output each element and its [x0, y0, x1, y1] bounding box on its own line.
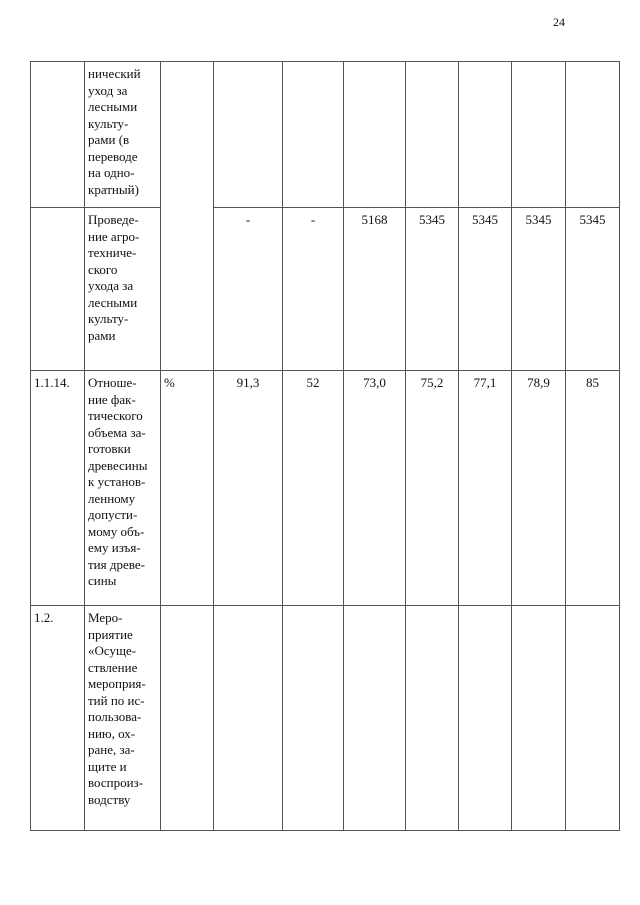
- row-code-cell: 1.2.: [31, 606, 85, 831]
- row-name-line: Меро-: [88, 610, 123, 625]
- row-name-line: рами: [88, 327, 116, 343]
- row-name-line: сины: [88, 573, 117, 588]
- row-name-line: объема за-: [88, 424, 146, 440]
- row-name-line: переводе: [88, 148, 138, 164]
- row-name-line: кратный): [88, 181, 139, 197]
- row-code-cell: 1.1.14.: [31, 371, 85, 606]
- row-value-cell: 5345: [459, 208, 512, 371]
- row-name-line: воспроиз-: [88, 775, 144, 790]
- row-name-line: щите и: [88, 758, 127, 774]
- row-value-cell: 5345: [406, 208, 459, 371]
- row-name-cell: [85, 62, 161, 208]
- row-name-line: приятие: [88, 626, 133, 642]
- row-unit-cell: [161, 62, 214, 371]
- row-value-cell: 5345: [512, 208, 566, 371]
- row-value-cell: 52: [283, 371, 344, 606]
- row-name-line: мому объ-: [88, 523, 145, 539]
- row-name-line: культу-: [88, 311, 129, 326]
- row-name-line: Отноше-: [88, 375, 137, 390]
- row-value-cell: [512, 606, 566, 831]
- table-row: [31, 606, 620, 831]
- row-unit-cell: %: [161, 371, 214, 606]
- row-value-cell: [214, 606, 283, 831]
- row-unit-cell: [161, 606, 214, 831]
- row-name-line: лесными: [88, 294, 138, 310]
- row-name-line: допусти-: [88, 507, 138, 522]
- row-value-cell: [344, 606, 406, 831]
- row-name-line: тия древе-: [88, 556, 145, 572]
- row-value-cell: [459, 606, 512, 831]
- row-value-cell: [566, 62, 620, 208]
- table-row: [31, 208, 620, 371]
- row-value-cell: [344, 62, 406, 208]
- row-value-cell: [566, 606, 620, 831]
- row-name-cell: [85, 606, 161, 831]
- row-value-cell: 91,3: [214, 371, 283, 606]
- row-value-cell: -: [214, 208, 283, 371]
- row-value-cell: -: [283, 208, 344, 371]
- page-number: 24: [553, 15, 565, 29]
- row-code-cell: [31, 62, 85, 208]
- row-value-cell: [406, 606, 459, 831]
- row-value-cell: 85: [566, 371, 620, 606]
- row-name-line: мероприя-: [88, 676, 146, 691]
- row-name-line: к установ-: [88, 474, 146, 489]
- row-value-cell: 5168: [344, 208, 406, 371]
- row-name-line: на одно-: [88, 165, 135, 180]
- row-name-line: ему изъя-: [88, 540, 141, 555]
- row-name-line: «Осуще-: [88, 643, 137, 658]
- indicator-table: [30, 61, 620, 831]
- row-value-cell: 75,2: [406, 371, 459, 606]
- row-name-line: рами (в: [88, 132, 130, 147]
- table-row: [31, 62, 620, 208]
- row-name-line: водству: [88, 791, 131, 807]
- row-name-line: древесины: [88, 457, 148, 473]
- row-value-cell: [214, 62, 283, 208]
- row-name-line: готовки: [88, 441, 131, 456]
- row-value-cell: [406, 62, 459, 208]
- row-value-cell: 73,0: [344, 371, 406, 606]
- row-name-line: пользова-: [88, 709, 142, 724]
- row-name-line: нический: [88, 66, 141, 81]
- row-name-line: культу-: [88, 115, 129, 131]
- row-name-line: уход за: [88, 82, 128, 98]
- row-code-cell: [31, 208, 85, 371]
- row-name-line: ствление: [88, 659, 138, 675]
- row-name-line: ленному: [88, 490, 136, 506]
- row-value-cell: 77,1: [459, 371, 512, 606]
- row-name-line: тий по ис-: [88, 692, 145, 708]
- row-name-line: ране, за-: [88, 742, 135, 757]
- row-name-line: Проведе-: [88, 212, 139, 227]
- row-value-cell: [512, 62, 566, 208]
- row-value-cell: [283, 62, 344, 208]
- row-name-cell: [85, 208, 161, 371]
- row-value-cell: 5345: [566, 208, 620, 371]
- row-name-line: лесными: [88, 99, 138, 114]
- row-value-cell: 78,9: [512, 371, 566, 606]
- row-name-line: ние фак-: [88, 391, 136, 407]
- row-name-line: ского: [88, 261, 118, 277]
- row-name-line: ухода за: [88, 278, 134, 293]
- row-name-line: ние агро-: [88, 228, 140, 244]
- table-row: [31, 371, 620, 606]
- row-value-cell: [459, 62, 512, 208]
- row-name-line: нию, ох-: [88, 725, 136, 741]
- row-name-line: техниче-: [88, 245, 137, 260]
- row-value-cell: [283, 606, 344, 831]
- row-name-line: тического: [88, 408, 143, 423]
- row-name-cell: [85, 371, 161, 606]
